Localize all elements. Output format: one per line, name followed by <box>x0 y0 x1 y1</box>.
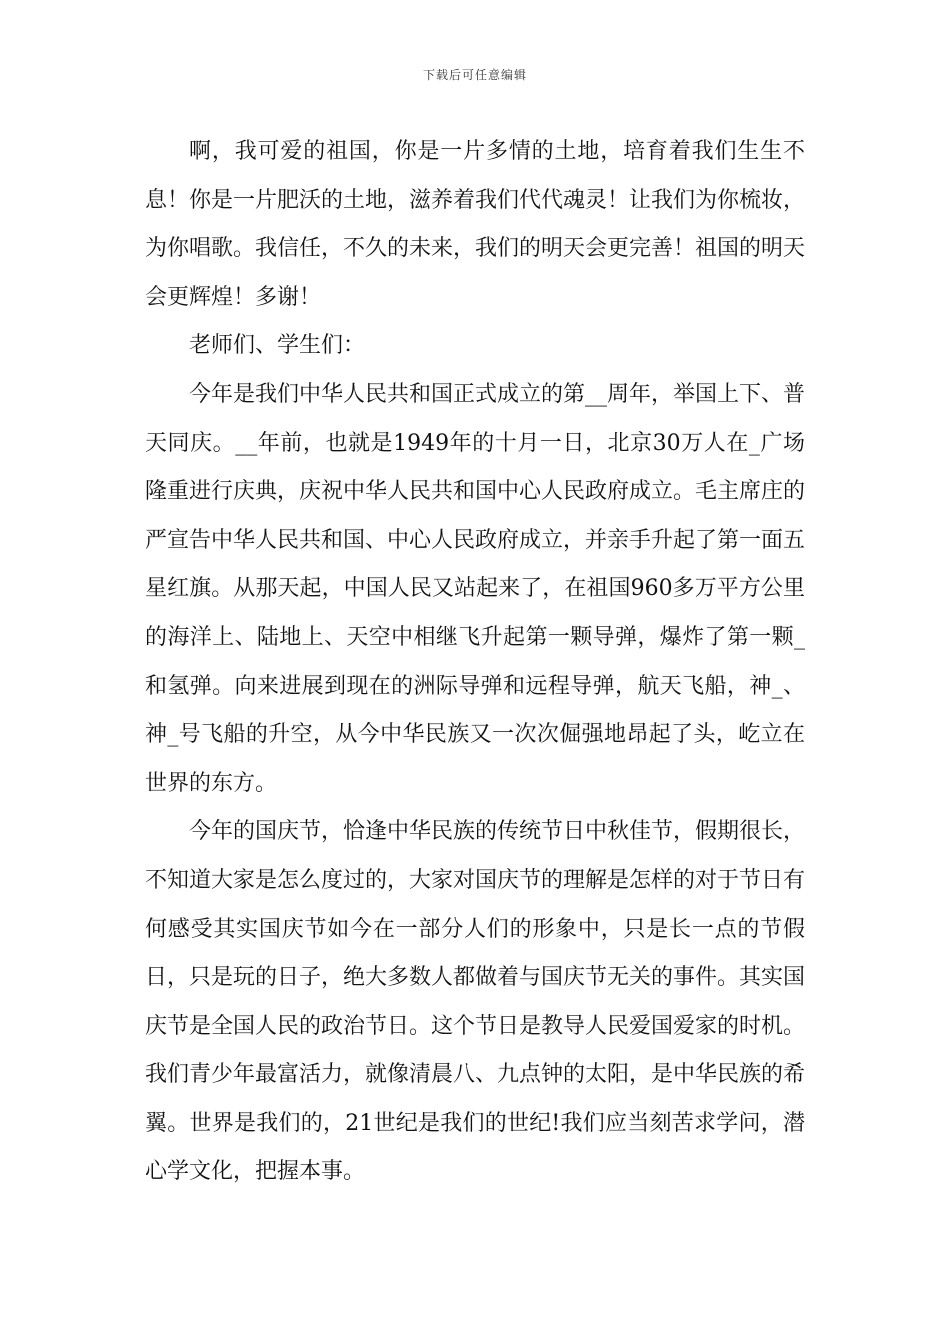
paragraph-greeting: 老师们、学生们： <box>189 333 366 359</box>
paragraph-motherland: 啊，我可爱的祖国，你是一片多情的土地，培育着我们生生不息！你是一片肥沃的土地，滋养着我们代代魂灵！让我们为你梳妆，为你唱歌。我信任，不久的未来，我们的明天会更完善！祖国的明天会更辉煌！多谢！ <box>145 139 806 310</box>
paragraph-national-day: 今年的国庆节，恰逢中华民族的传统节日中秋佳节，假期很长，不知道大家是怎么度过的，大家对国庆节的理解是怎样的对于节日有何感受其实国庆节如今在一部分人们的形象中，只是长一点的节假日，只是玩的日子，绝大多数人都做着与国庆节无关的事件。其实国庆节是全国人民的政治节日。这个节日是教导人民爱国爱家的时机。我们青少年最富活力，就像清晨八、九点钟的太阳，是中华民族的希翼。世界是我们的，21世纪是我们的世纪!我们应当刻苦求学问，潜心学文化，把握本事。 <box>145 819 806 1185</box>
paragraph-anniversary: 今年是我们中华人民共和国正式成立的第__周年，举国上下、普天同庆。__年前，也就是1949年的十月一日，北京30万人在_广场隆重进行庆典，庆祝中华人民共和国中心人民政府成立。毛主席庄的严宣告中华人民共和国、中心人民政府成立，并亲手升起了第一面五星红旗。从那天起，中国人民又站起来了，在祖国960多万平方公里的海洋上、陆地上、天空中相继飞升起第一颗导弹，爆炸了第一颗_和氢弹。向来进展到现在的洲际导弹和远程导弹，航天飞船，神_、神_号飞船的升空，从今中华民族又一次次倔强地昂起了头，屹立在世界的东方。 <box>145 381 806 796</box>
document-body <box>145 128 805 1197</box>
page-header: 下载后可任意编辑 <box>422 68 527 82</box>
